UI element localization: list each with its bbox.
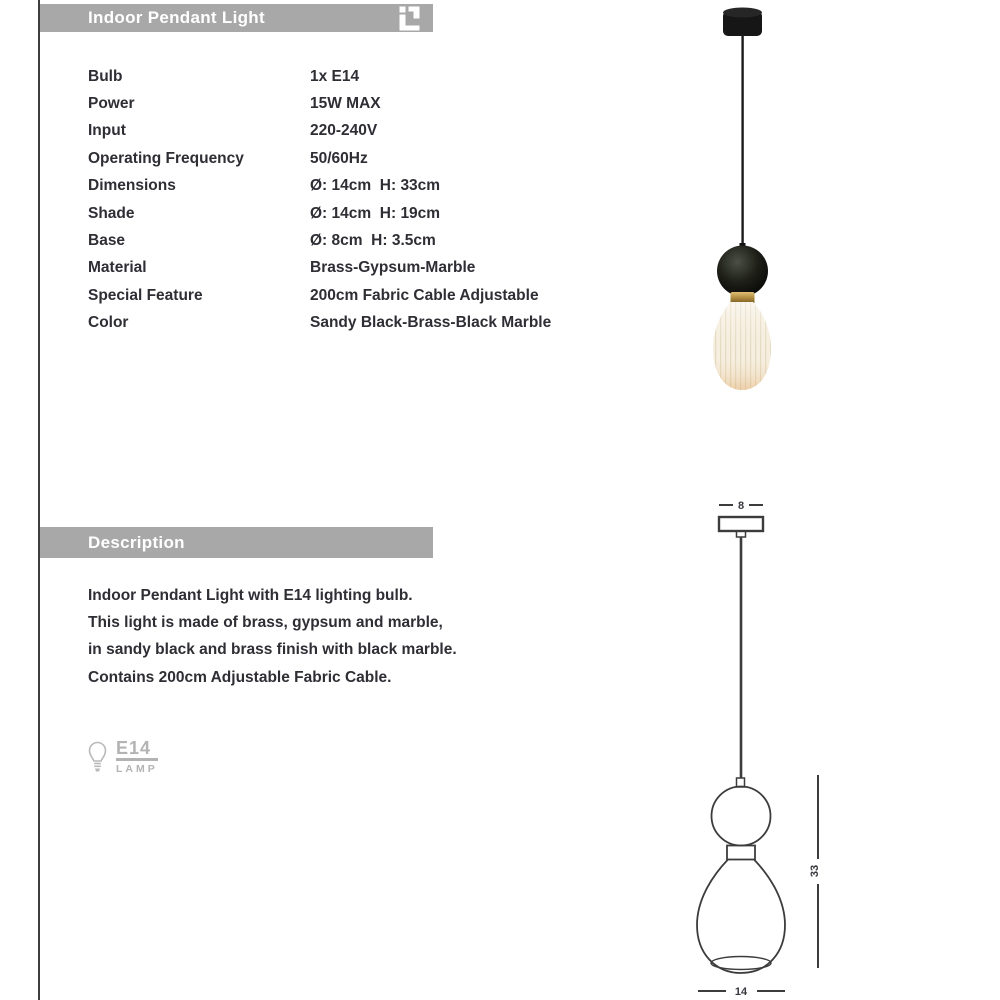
brand-logo-icon — [397, 6, 422, 31]
spec-value: 15W MAX — [310, 95, 381, 113]
spec-label: Dimensions — [88, 177, 176, 195]
lamp-type-label: E14 — [116, 740, 158, 761]
spec-row-frequency — [88, 145, 551, 172]
left-margin-rule — [38, 0, 40, 1000]
dimension-label-canopy-width: 8 — [737, 500, 745, 512]
spec-label: Operating Frequency — [88, 149, 244, 167]
spec-value: 220-240V — [310, 122, 378, 140]
description-bar — [40, 527, 433, 558]
spec-label: Shade — [88, 204, 135, 222]
spec-value: 1x E14 — [310, 67, 360, 85]
description-text — [88, 582, 457, 691]
ribbed-glass-shade — [713, 302, 771, 390]
spec-label: Power — [88, 95, 135, 113]
spec-row-dimensions — [88, 173, 551, 200]
spec-label: Base — [88, 232, 126, 250]
dimension-label-height: 33 — [809, 864, 821, 878]
spec-value: Ø: 14cm H: 19cm — [310, 204, 441, 222]
spec-label: Material — [88, 259, 147, 277]
spec-value: Sandy Black-Brass-Black Marble — [310, 314, 552, 332]
spec-value: 200cm Fabric Cable Adjustable — [310, 286, 539, 304]
spec-row-power — [88, 90, 551, 117]
spec-label: Bulb — [88, 67, 123, 85]
description-line: in sandy black and brass finish with black marble. — [88, 641, 457, 659]
dimension-label-shade-width: 14 — [734, 986, 748, 998]
description-line: This light is made of brass, gypsum and marble, — [88, 614, 443, 632]
title-bar — [40, 4, 433, 32]
spec-value: 50/60Hz — [310, 149, 368, 167]
description-line: Indoor Pendant Light with E14 lighting bulb. — [88, 587, 413, 604]
lamp-badge-text — [116, 740, 158, 775]
ceiling-canopy — [723, 8, 762, 37]
spec-value: Ø: 8cm H: 3.5cm — [310, 232, 436, 250]
diagram-sphere — [712, 787, 771, 846]
diagram-canopy — [719, 517, 763, 531]
spec-row-color — [88, 310, 551, 337]
diagram-shade-rim — [711, 957, 771, 970]
spec-row-shade — [88, 200, 551, 227]
marble-sphere — [717, 246, 768, 297]
diagram-collar — [727, 846, 755, 860]
fabric-cable — [741, 34, 743, 250]
description-heading: Description — [88, 532, 185, 552]
lamp-type-badge — [86, 740, 158, 776]
page-title: Indoor Pendant Light — [88, 8, 265, 27]
bulb-icon — [86, 740, 109, 776]
dimension-diagram — [640, 480, 880, 1000]
spec-value: Brass-Gypsum-Marble — [310, 259, 476, 277]
spec-label: Input — [88, 122, 126, 140]
spec-label: Special Feature — [88, 286, 203, 304]
spec-row-base — [88, 227, 551, 254]
product-photo — [640, 0, 850, 400]
spec-label: Color — [88, 314, 129, 332]
spec-row-material — [88, 255, 551, 282]
spec-row-special-feature — [88, 282, 551, 309]
spec-value: Ø: 14cm H: 33cm — [310, 177, 441, 195]
description-line: Contains 200cm Adjustable Fabric Cable. — [88, 668, 392, 686]
spec-row-bulb — [88, 63, 551, 90]
spec-table — [88, 63, 551, 337]
spec-row-input — [88, 118, 551, 145]
lamp-word-label: LAMP — [116, 763, 158, 775]
